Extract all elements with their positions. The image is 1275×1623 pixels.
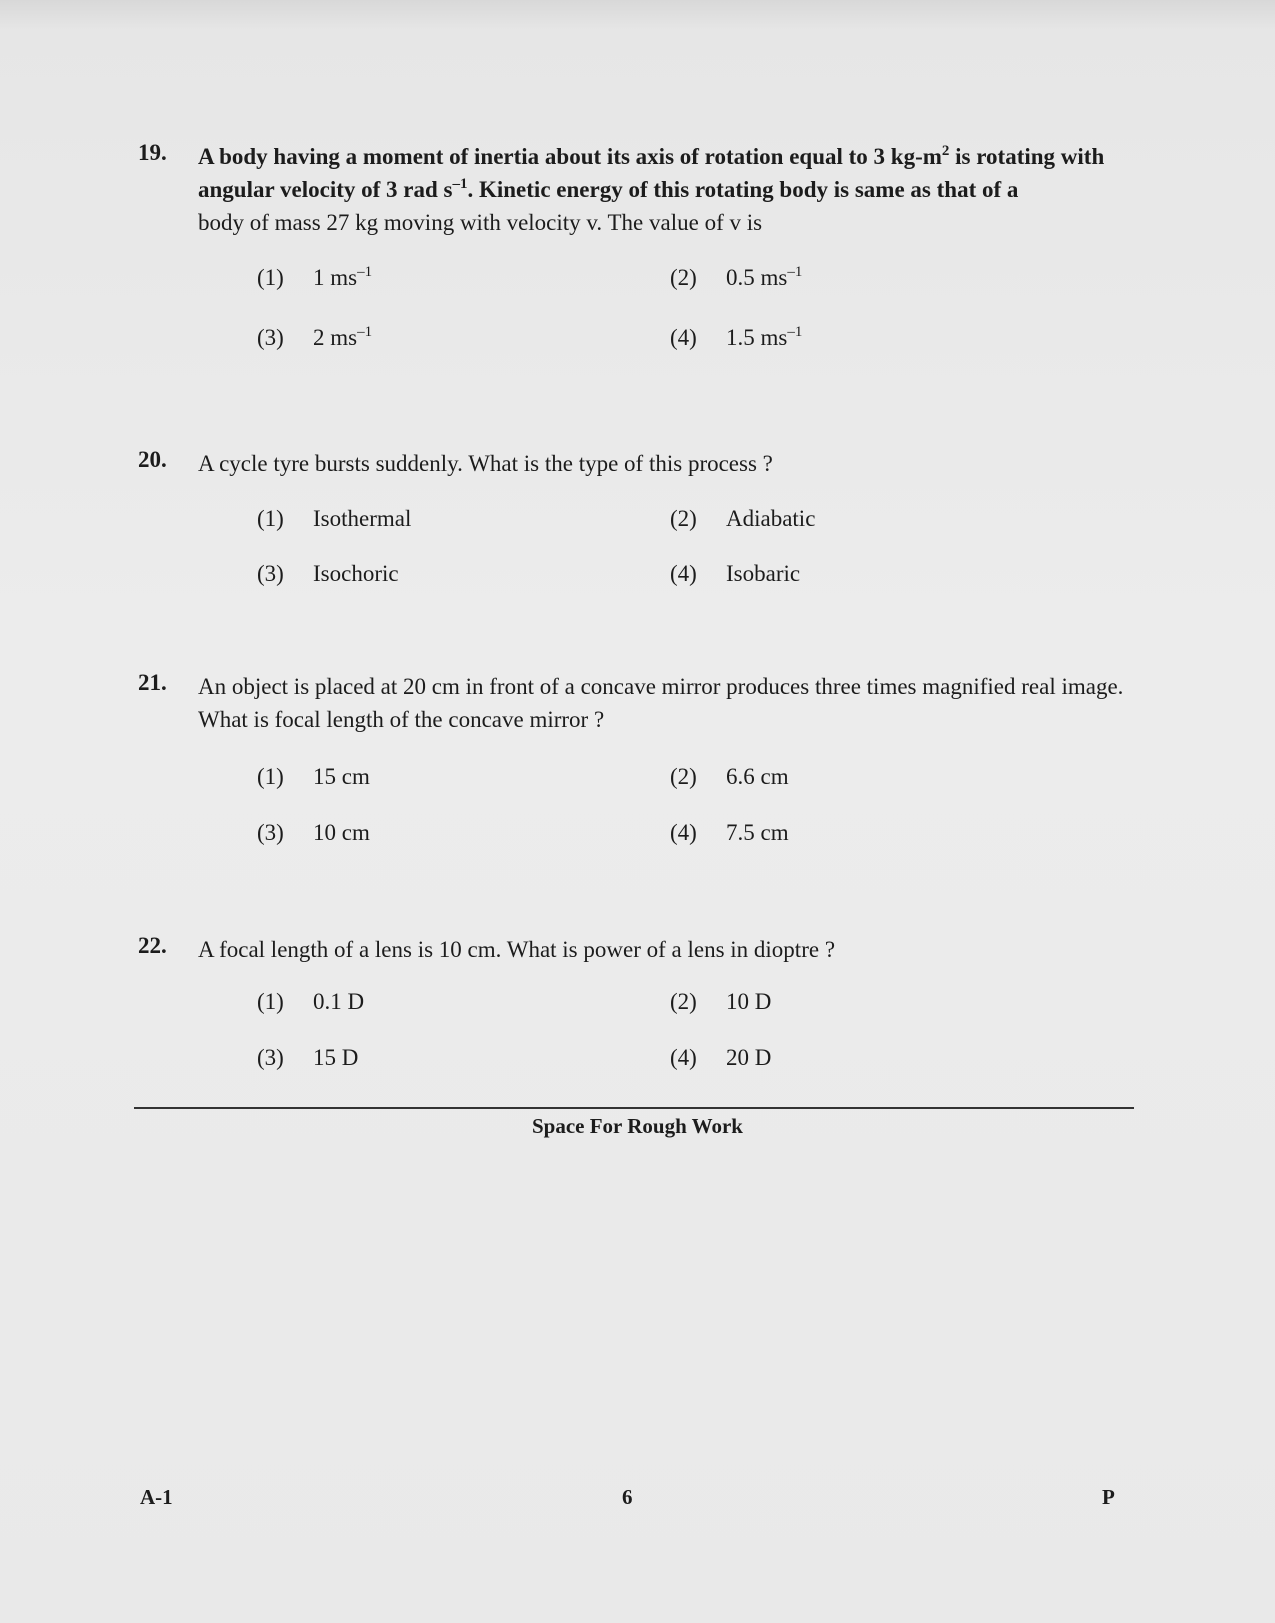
option-2[interactable] — [670, 506, 815, 532]
option-value: 6.6 cm — [726, 764, 789, 789]
option-value: 0.1 D — [313, 989, 365, 1014]
footer-booklet-code: A-1 — [140, 1485, 173, 1509]
option-2[interactable] — [670, 265, 802, 291]
question-number: 20. — [138, 447, 167, 472]
option-value: 1.5 ms — [726, 325, 788, 350]
option-3[interactable] — [257, 325, 372, 351]
option-2[interactable] — [670, 764, 789, 790]
option-value: Isochoric — [313, 561, 399, 586]
option-number: (4) — [670, 820, 697, 845]
option-number: (4) — [670, 325, 697, 350]
question-text: A cycle tyre bursts suddenly. What is the type of this process ? — [198, 451, 773, 476]
question-text: A focal length of a lens is 10 cm. What is power of a lens in dioptre ? — [198, 937, 836, 962]
option-value: 10 cm — [313, 820, 370, 845]
rough-work-divider — [134, 1107, 1134, 1109]
option-value: 20 D — [726, 1045, 772, 1070]
option-number: (3) — [257, 1045, 284, 1070]
option-number: (2) — [670, 764, 697, 789]
option-1[interactable] — [257, 764, 370, 790]
option-4[interactable] — [670, 1045, 771, 1071]
option-2[interactable] — [670, 989, 771, 1015]
option-value: Isothermal — [313, 506, 412, 531]
option-4[interactable] — [670, 325, 802, 351]
option-number: (1) — [257, 764, 284, 789]
option-number: (3) — [257, 820, 284, 845]
option-number: (1) — [257, 265, 284, 290]
superscript: 2 — [941, 143, 950, 159]
option-4[interactable] — [670, 820, 789, 846]
superscript: –1 — [787, 264, 803, 280]
option-value: 15 cm — [313, 764, 370, 789]
option-value: 10 D — [726, 989, 772, 1014]
question-number: 22. — [138, 933, 167, 958]
option-1[interactable] — [257, 989, 364, 1015]
question-text-part: A body having a moment of inertia about its axis of rotation equal to 3 kg-m — [198, 144, 942, 169]
option-1[interactable] — [257, 506, 411, 532]
question-text-part: is rotating with angular velocity of 3 rad s — [198, 144, 1105, 202]
option-3[interactable] — [257, 561, 399, 587]
option-value: 15 D — [313, 1045, 359, 1070]
option-value: Adiabatic — [726, 506, 816, 531]
scan-top-edge — [0, 0, 1275, 30]
rough-work-label: Space For Rough Work — [531, 1114, 743, 1138]
option-number: (4) — [670, 1045, 697, 1070]
footer-series-letter: P — [1102, 1485, 1115, 1509]
option-value: 0.5 ms — [726, 265, 788, 290]
option-3[interactable] — [257, 820, 370, 846]
superscript: –1 — [452, 176, 468, 192]
option-number: (2) — [670, 989, 697, 1014]
superscript: –1 — [357, 264, 373, 280]
question-number: 21. — [138, 670, 167, 695]
option-number: (1) — [257, 989, 284, 1014]
option-value: 2 ms — [313, 325, 358, 350]
option-value: 7.5 cm — [726, 820, 789, 845]
superscript: –1 — [787, 324, 803, 340]
superscript: –1 — [357, 324, 373, 340]
option-3[interactable] — [257, 1045, 358, 1071]
option-number: (1) — [257, 506, 284, 531]
question-text-part: body of mass 27 kg moving with velocity v. The value of v is — [198, 210, 763, 235]
question-text: An object is placed at 20 cm in front of a concave mirror produces three times magnified real image. What is focal length of the concave mirror ? — [198, 674, 1124, 732]
option-4[interactable] — [670, 561, 800, 587]
option-number: (4) — [670, 561, 697, 586]
option-value: 1 ms — [313, 265, 358, 290]
option-number: (3) — [257, 561, 284, 586]
footer-page-number: 6 — [622, 1485, 633, 1509]
option-number: (3) — [257, 325, 284, 350]
question-number: 19. — [138, 140, 167, 165]
question-text — [198, 140, 1138, 239]
option-number: (2) — [670, 265, 697, 290]
option-1[interactable] — [257, 265, 372, 291]
question-text-part: . Kinetic energy of this rotating body is same as that of a — [467, 177, 1019, 202]
option-value: Isobaric — [726, 561, 801, 586]
option-number: (2) — [670, 506, 697, 531]
